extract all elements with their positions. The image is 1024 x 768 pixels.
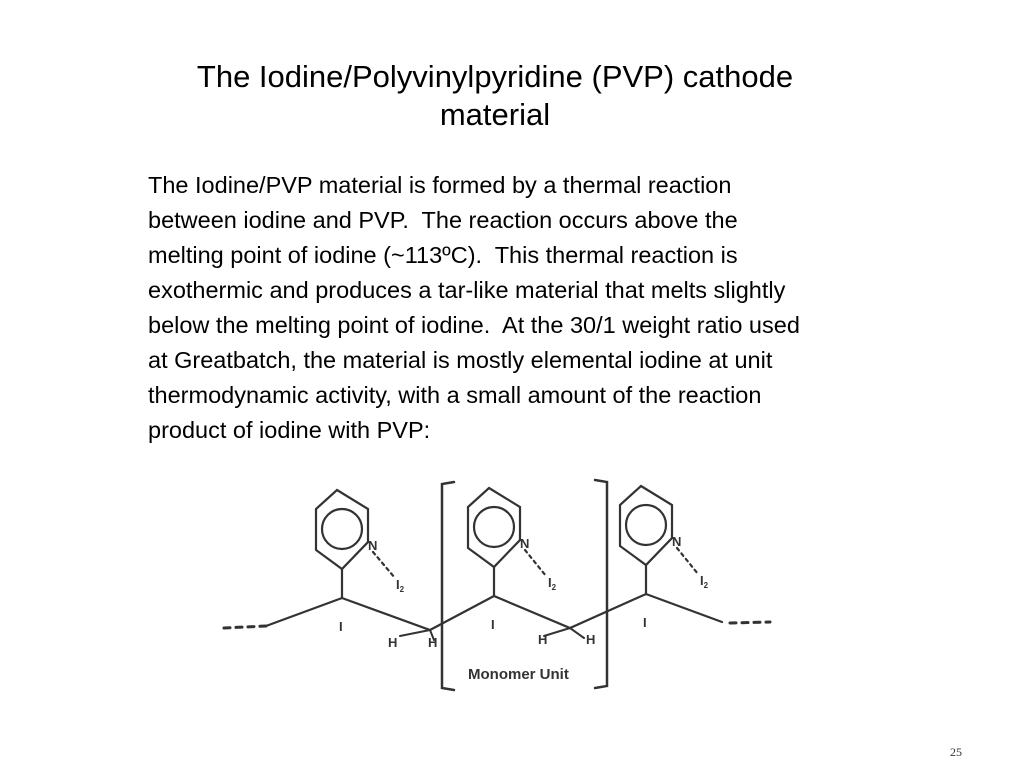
page-number: 25 — [950, 745, 962, 759]
body-line-5: below the melting point of iodine. At the 30/1 weight ratio used — [148, 312, 800, 338]
backbone-i-label-2: I — [491, 617, 495, 632]
body-line-2: between iodine and PVP. The reaction occurs above the — [148, 207, 738, 233]
body-paragraph — [148, 168, 968, 448]
slide-title-line-1: The Iodine/Polyvinylpyridine (PVP) cathode — [196, 59, 794, 94]
monomer-bracket-left — [442, 482, 454, 690]
slide-title-line-2: material — [439, 97, 551, 132]
backbone-i-label-1: I — [339, 619, 343, 634]
aromatic-circle-1 — [322, 509, 362, 549]
hydrogen-label-1: H — [388, 635, 398, 650]
monomer-unit-label: Monomer Unit — [468, 666, 569, 683]
aromatic-circle-3 — [626, 505, 666, 545]
n-i2-bond-2 — [525, 550, 546, 576]
structure-svg — [210, 470, 790, 700]
body-line-7: thermodynamic activity, with a small amount of the reaction — [148, 382, 762, 408]
body-line-6: at Greatbatch, the material is mostly elemental iodine at unit — [148, 347, 773, 373]
chain-end-left-dots — [224, 626, 266, 628]
h-bond-3 — [544, 628, 570, 636]
iodine-label-1: $I_2$ — [396, 577, 405, 594]
pvp-iodine-structure-diagram — [210, 470, 790, 700]
h-bond-4 — [570, 628, 584, 638]
slide-title — [120, 58, 870, 134]
pyridine-ring-3 — [620, 486, 672, 565]
n-i2-bond-1 — [373, 552, 395, 578]
body-line-3: melting point of iodine (~113ºC). This thermal reaction is — [148, 242, 738, 268]
body-line-8: product of iodine with PVP: — [148, 417, 431, 443]
iodine-label-2: $I_2$ — [548, 575, 557, 592]
pyridine-ring-2 — [468, 488, 520, 567]
backbone-i-label-3: I — [643, 615, 647, 630]
hydrogen-label-2: H — [428, 635, 438, 650]
nitrogen-label-1: N — [368, 538, 378, 553]
monomer-bracket-right — [595, 480, 607, 688]
n-i2-bond-3 — [677, 548, 698, 574]
iodine-label-3: $I_2$ — [700, 573, 709, 590]
body-line-1: The Iodine/PVP material is formed by a thermal reaction — [148, 172, 732, 198]
nitrogen-label-3: N — [672, 534, 682, 549]
h-bond-1 — [400, 630, 430, 636]
hydrogen-label-4: H — [586, 632, 596, 647]
hydrogen-label-3: H — [538, 632, 548, 647]
body-line-4: exothermic and produces a tar-like material that melts slightly — [148, 277, 786, 303]
pyridine-ring-1 — [316, 490, 368, 569]
nitrogen-label-2: N — [520, 536, 530, 551]
aromatic-circle-2 — [474, 507, 514, 547]
chain-end-right-dots — [730, 622, 770, 623]
